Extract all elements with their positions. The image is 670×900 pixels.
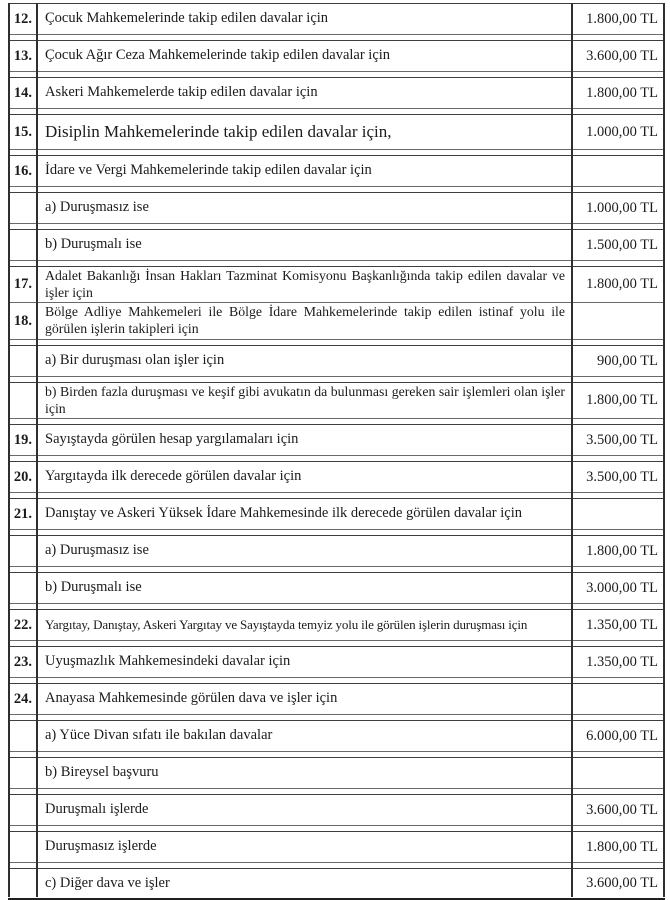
table-row: [8, 646, 665, 678]
row-number: [8, 536, 36, 566]
table-row: [8, 345, 665, 377]
row-amount: 6.000,00 TL: [586, 727, 658, 744]
row-number: [8, 193, 36, 223]
row-number: 18.: [13, 312, 32, 329]
table-row: [8, 535, 665, 567]
fee-table: [8, 3, 665, 897]
table-border-line-amount-column: [571, 3, 573, 897]
row-description: c) Diğer dava ve işler: [45, 874, 170, 891]
table-border-line-right: [663, 3, 665, 897]
row-description: b) Duruşmalı ise: [45, 579, 142, 596]
row-description: a) Bir duruşması olan işler için: [45, 352, 225, 369]
row-number: [8, 230, 36, 260]
row-amount: [573, 303, 665, 339]
table-row: [8, 192, 665, 224]
row-number: 22.: [13, 616, 32, 633]
row-description: Danıştay ve Askeri Yüksek İdare Mahkemesinde ilk derecede görülen davalar için: [45, 505, 522, 522]
row-number: [8, 869, 36, 898]
table-row: [8, 683, 665, 715]
table-row: [8, 831, 665, 863]
fee-table-rows: [8, 3, 665, 900]
row-amount: 3.600,00 TL: [586, 875, 658, 891]
row-description: Anayasa Mahkemesinde görülen dava ve işler için: [45, 690, 338, 707]
row-number: 19.: [13, 431, 32, 448]
table-row: [8, 40, 665, 72]
row-amount: 1.000,00 TL: [586, 123, 658, 140]
row-description: a) Duruşmasız ise: [45, 199, 149, 216]
row-description: Bölge Adliye Mahkemeleri ile Bölge İdare Mahkemelerinde takip edilen istinaf yolu ile görülen işlerin takipleri için: [45, 304, 565, 336]
row-description: Çocuk Ağır Ceza Mahkemelerinde takip edilen davalar için: [45, 47, 391, 64]
row-amount: [573, 758, 665, 788]
row-number: [8, 721, 36, 751]
row-amount: 1.350,00 TL: [586, 653, 658, 670]
row-amount: 3.000,00 TL: [586, 579, 658, 596]
row-amount: 1.800,00 TL: [586, 542, 658, 559]
table-row: [8, 77, 665, 109]
row-description: Askeri Mahkemelerde takip edilen davalar için: [45, 84, 318, 101]
row-description: Çocuk Mahkemelerinde takip edilen davalar için: [45, 10, 329, 27]
table-row: [8, 424, 665, 456]
table-row: [8, 382, 665, 419]
row-description: b) Duruşmalı ise: [45, 236, 142, 253]
row-number: [8, 795, 36, 825]
row-number: 15.: [13, 123, 32, 140]
row-description: a) Yüce Divan sıfatı ile bakılan davalar: [45, 727, 273, 744]
row-amount: 3.600,00 TL: [586, 47, 658, 64]
table-row: [8, 461, 665, 493]
table-row: [8, 572, 665, 604]
table-row: [8, 498, 665, 530]
row-amount: [573, 156, 665, 186]
row-description: Uyuşmazlık Mahkemesindeki davalar için: [45, 653, 291, 670]
row-description: b) Birden fazla duruşması ve keşif gibi avukatın da bulunması gereken sair işlemleri olan işler için: [45, 383, 565, 416]
row-amount: [573, 684, 665, 714]
row-number: 13.: [13, 47, 32, 64]
row-number: 16.: [13, 162, 32, 179]
table-row: [8, 3, 665, 35]
row-amount: 1.500,00 TL: [586, 236, 658, 253]
row-amount: 1.800,00 TL: [586, 84, 658, 101]
row-amount: 1.800,00 TL: [586, 276, 658, 292]
row-amount: 3.500,00 TL: [586, 468, 658, 485]
table-row: [8, 868, 665, 900]
row-description: Sayıştayda görülen hesap yargılamaları için: [45, 431, 299, 448]
table-border-line-left: [8, 3, 10, 897]
table-row: [8, 303, 665, 340]
row-amount: 3.500,00 TL: [586, 431, 658, 448]
row-description: Duruşmalı işlerde: [45, 801, 149, 818]
row-description: İdare ve Vergi Mahkemelerinde takip edilen davalar için: [45, 162, 372, 179]
row-number: 14.: [13, 84, 32, 101]
row-amount: 1.800,00 TL: [586, 838, 658, 855]
table-row: [8, 794, 665, 826]
table-row: [8, 609, 665, 641]
row-number: [8, 758, 36, 788]
table-row: [8, 114, 665, 150]
row-description: Duruşmasız işlerde: [45, 838, 157, 855]
row-description: Yargıtay, Danıştay, Askeri Yargıtay ve Sayıştayda temyiz yolu ile görülen işlerin duruşması için: [45, 617, 528, 633]
row-number: 20.: [13, 468, 32, 485]
row-description: Disiplin Mahkemelerinde takip edilen davalar için,: [45, 121, 392, 141]
row-description: Yargıtayda ilk derecede görülen davalar için: [45, 468, 302, 485]
row-number: 24.: [13, 690, 32, 707]
table-row: [8, 720, 665, 752]
row-amount: 1.800,00 TL: [586, 10, 658, 27]
row-number: 12.: [13, 10, 32, 27]
table-row: [8, 757, 665, 789]
table-row: [8, 155, 665, 187]
row-description: a) Duruşmasız ise: [45, 542, 149, 559]
row-number: 17.: [13, 276, 32, 292]
row-amount: 3.600,00 TL: [586, 801, 658, 818]
row-number: 21.: [13, 505, 32, 522]
table-row: [8, 266, 665, 303]
row-amount: [573, 499, 665, 529]
table-row: [8, 229, 665, 261]
row-amount: 900,00 TL: [597, 352, 658, 369]
row-number: [8, 573, 36, 603]
row-number: [8, 346, 36, 376]
row-number: [8, 383, 36, 418]
row-amount: 1.350,00 TL: [586, 616, 658, 633]
table-border-line-number-column: [36, 3, 38, 897]
row-description: b) Bireysel başvuru: [45, 764, 159, 781]
row-number: 23.: [13, 653, 32, 670]
row-amount: 1.800,00 TL: [586, 392, 658, 408]
row-description: Adalet Bakanlığı İnsan Hakları Tazminat Komisyonu Başkanlığında takip edilen davalar ve işler için: [45, 267, 565, 300]
row-number: [8, 832, 36, 862]
row-amount: 1.000,00 TL: [586, 199, 658, 216]
